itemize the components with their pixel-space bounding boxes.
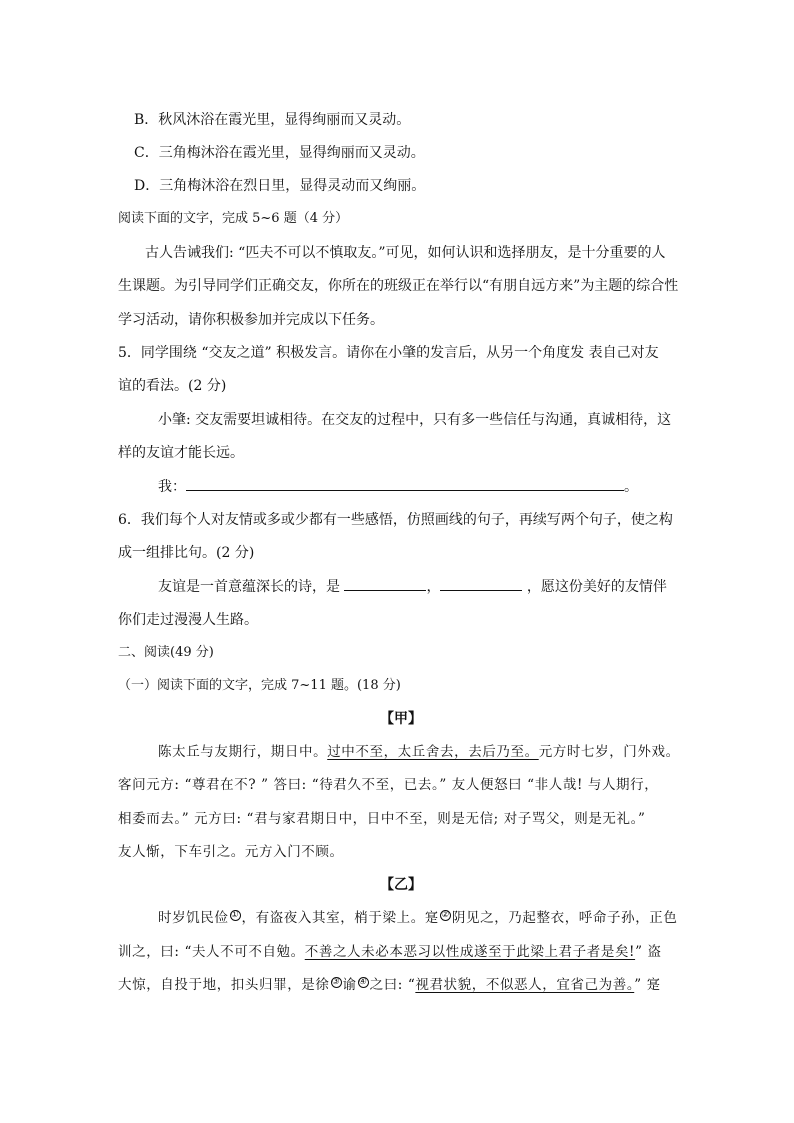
passage-line-3: 学习活动，请你积极参加并完成以下任务。 (118, 312, 384, 328)
jia-line-1-start: 陈太丘与友期行，期日中。 (158, 744, 328, 760)
yi-line-1-c: 阴见之，乃起整衣，呼命子孙，正色 (451, 910, 678, 926)
question-6-line-1: 6．我们每个人对友情或多或少都有一些感悟，仿照画线的句子，再续写两个句子，使之构 (118, 512, 673, 528)
jia-line-1 (158, 742, 680, 762)
answer-label: 我： (158, 479, 186, 495)
question-5-line-1: 5．同学围绕 “交友之道” 积极发言。请你在小肇的发言后，从另一个角度发 表自己对友 (118, 345, 659, 361)
jia-title: 【甲】 (380, 711, 422, 727)
footnote-4-marker: ④ (358, 976, 368, 987)
sentence-blank-1[interactable] (344, 576, 426, 591)
yi-line-3 (118, 975, 661, 995)
sentence-start: 友谊是一首意蕴深长的诗，是 (158, 579, 345, 595)
reading-intro: 阅读下面的文字，完成 5~6 题（4 分） (118, 211, 349, 226)
yi-line-3-b: 谕 (342, 977, 357, 993)
question-5-line-2: 谊的看法。(2 分) (118, 378, 227, 394)
question-6-line-2: 成一组排比句。(2 分) (118, 545, 255, 561)
jia-underlined-sentence: 过中不至，太丘舍去，去后乃至。 (327, 744, 539, 760)
jia-line-4: 友人惭，下车引之。元方入门不顾。 (118, 844, 344, 860)
yi-line-2-b: ” 盗 (635, 944, 662, 960)
question-5-answer-line (158, 476, 638, 497)
option-b: B．秋风沐浴在霞光里，显得绚丽而又灵动。 (134, 112, 411, 128)
yi-underlined-sentence-2: 视君状貌，不似恶人，宜省己为善。 (415, 977, 635, 993)
sentence-end: ，愿这份美好的友情伴 (522, 579, 667, 595)
yi-line-2-a: 训之，曰: “夫人不可不自勉。 (118, 944, 305, 960)
subsection-1-heading: （一）阅读下面的文字，完成 7~11 题。(18 分) (118, 678, 401, 693)
option-c: C．三角梅沐浴在霞光里，显得绚丽而又灵动。 (134, 145, 425, 161)
yi-title: 【乙】 (380, 877, 422, 893)
footnote-1-marker: ① (230, 909, 240, 920)
yi-line-2 (118, 942, 662, 962)
question-6-sentence-line-2: 你们走过漫漫人生路。 (118, 612, 258, 628)
yi-line-1-a: 时岁饥民俭 (158, 910, 229, 926)
question-5-quote-line-2: 样的友谊才能长远。 (118, 445, 244, 461)
yi-line-1-b: ，有盗夜入其室，梢于梁上。寔 (241, 910, 439, 926)
yi-line-3-c: 之曰: “ (369, 977, 416, 993)
yi-line-3-a: 大惊，自投于地，扣头归罪，是徐 (118, 977, 330, 993)
option-d: D．三角梅沐浴在烈日里，显得灵动而又绚丽。 (134, 178, 426, 194)
passage-line-1: 古人告诫我们: “匹夫不可以不慎取友。”可见，如何认识和选择朋友，是十分重要的人 (145, 245, 666, 261)
footnote-3-marker: ③ (331, 976, 341, 987)
question-6-sentence-line (158, 576, 667, 597)
sentence-blank-2[interactable] (440, 576, 522, 591)
question-5-quote-line-1: 小肇: 交友需要坦诚相待。在交友的过程中，只有多一些信任与沟通，真诚相待，这 (158, 412, 672, 428)
answer-blank[interactable] (186, 476, 624, 491)
section-2-heading: 二、阅读(49 分) (118, 645, 214, 660)
jia-line-3: 相委而去。” 元方曰: “君与家君期日中，日中不至，则是无信; 对子骂父，则是无礼。” (118, 811, 646, 827)
footnote-2-marker: ② (441, 909, 450, 920)
passage-line-2: 生课题。为引导同学们正确交友，你所在的班级正在举行以“有朋自远方来”为主题的综合性 (118, 278, 679, 294)
answer-end: 。 (624, 479, 638, 495)
yi-line-1 (158, 908, 678, 928)
yi-underlined-sentence-1: 不善之人未必本恶习以性成遂至于此梁上君子者是矣! (304, 944, 636, 960)
yi-line-3-d: ” 寔 (634, 977, 661, 993)
jia-line-1-end: 元方时七岁，门外戏。 (538, 744, 680, 760)
sentence-comma: ， (426, 579, 441, 595)
jia-line-2: 客问元方: “尊君在不? ” 答曰: “待君久不至，已去。” 友人便怒曰 “非人哉! 与人期行， (118, 777, 659, 793)
